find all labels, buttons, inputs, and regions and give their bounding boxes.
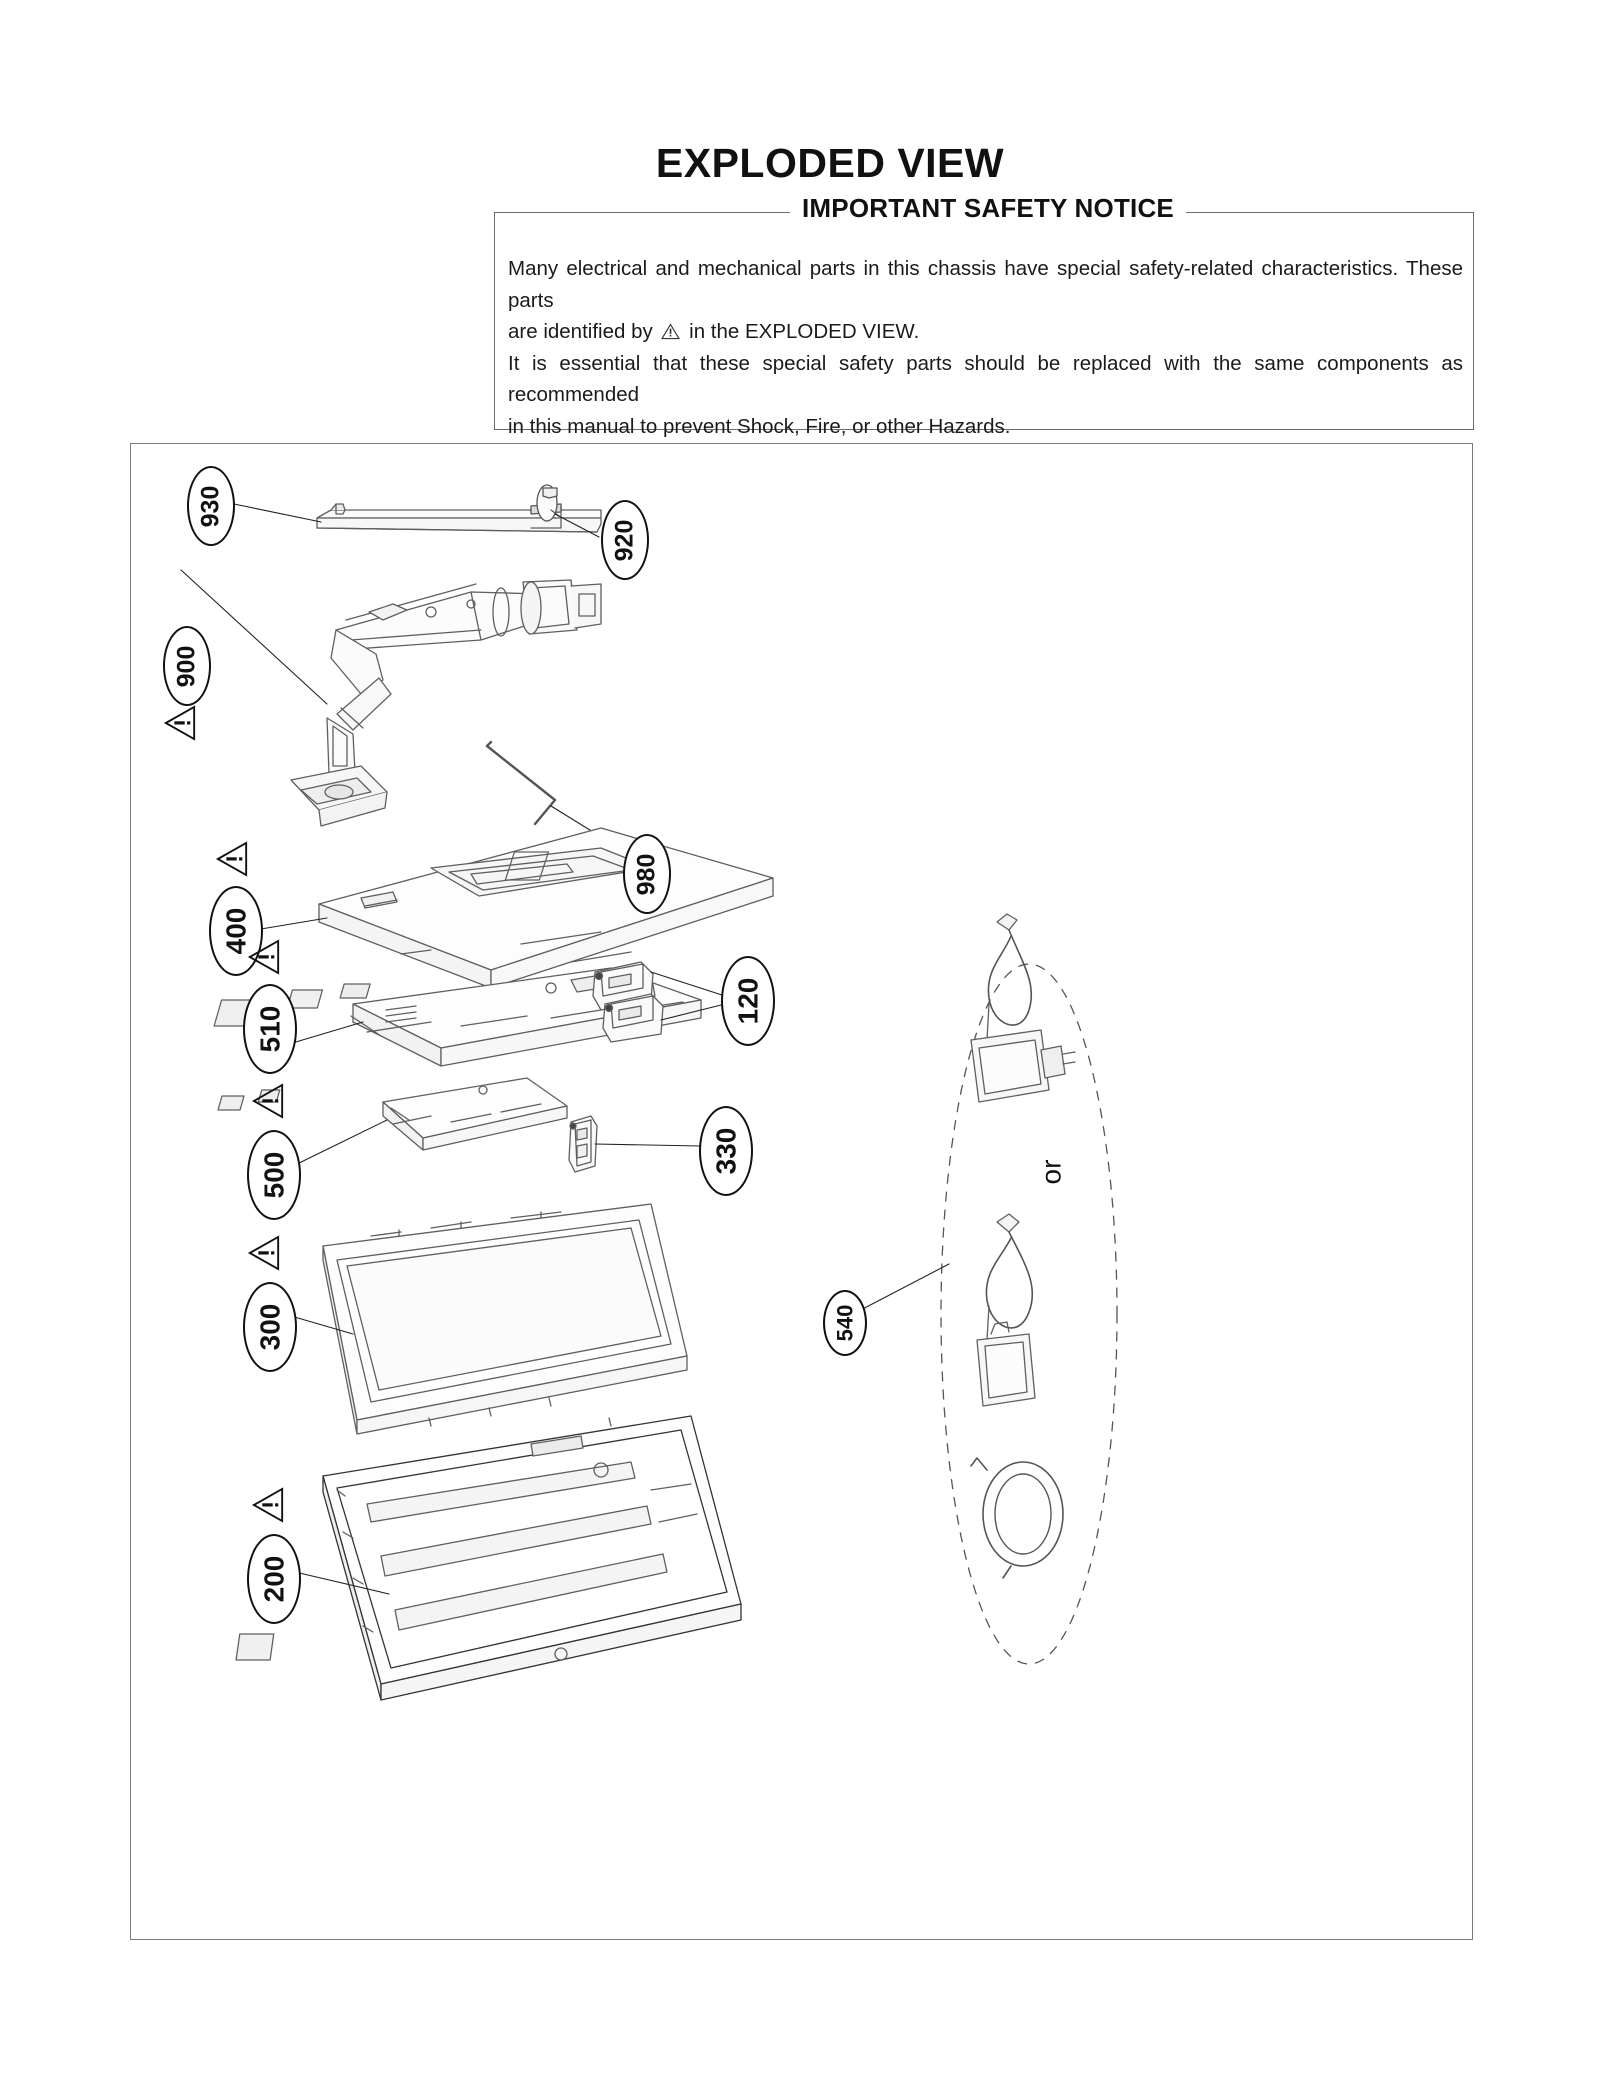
callout-980-label: 980 (632, 853, 661, 895)
callout-120-label: 120 (732, 977, 763, 1025)
page-title-text: EXPLODED VIEW (655, 140, 1005, 186)
callout-510[interactable] (243, 984, 297, 1074)
part-120-connectors (593, 962, 663, 1042)
part-330-bracket (569, 1116, 597, 1172)
callout-300[interactable] (243, 1282, 297, 1372)
part-980-allen-wrench (487, 742, 555, 824)
callout-120[interactable] (721, 956, 775, 1046)
notice-line-4: in this manual to prevent Shock, Fire, or other Hazards. (508, 414, 1011, 438)
callout-540-label: 540 (832, 1304, 857, 1342)
warning-triangle-icon (661, 318, 680, 335)
notice-line-3: It is essential that these special safety parts should be replaced with the same components as recommended (508, 351, 1463, 406)
callout-930-label: 930 (196, 485, 225, 527)
notice-line-2 (508, 316, 1468, 348)
callout-200-label: 200 (258, 1555, 289, 1603)
warning-triangle-icon-900 (161, 706, 199, 740)
notice-line-2-text-a: are identified by (508, 320, 653, 343)
warning-triangle-icon-400 (213, 842, 251, 876)
callout-400-label: 400 (220, 907, 251, 955)
callout-920[interactable] (601, 500, 649, 580)
notice-line-1: Many electrical and mechanical parts in this chassis have special safety-related characteristics. These parts (508, 257, 1463, 312)
callout-300-label: 300 (254, 1303, 285, 1351)
part-200-front-chassis (236, 1398, 741, 1700)
part-400-back-cover (319, 828, 773, 988)
warning-triangle-icon-500 (249, 1084, 287, 1118)
callout-900-label: 900 (172, 645, 201, 687)
warning-triangle-icon-300 (245, 1236, 283, 1270)
exploded-view-drawing (131, 444, 1474, 1941)
callout-980[interactable] (623, 834, 671, 914)
callout-330[interactable] (699, 1106, 753, 1196)
part-900-stand-arm (291, 580, 601, 826)
safety-notice-body (508, 253, 1468, 474)
callout-510-label: 510 (254, 1005, 285, 1053)
callout-500[interactable] (247, 1130, 301, 1220)
warning-triangle-icon-510 (245, 940, 283, 974)
page-title (0, 140, 1600, 187)
callout-930[interactable] (187, 466, 235, 546)
callout-500-label: 500 (258, 1151, 289, 1199)
callout-540[interactable] (823, 1290, 867, 1356)
callout-900[interactable] (163, 626, 211, 706)
part-300-lcd-panel (323, 1204, 687, 1434)
warning-triangle-icon-200 (249, 1488, 287, 1522)
exploded-view-diagram-frame (130, 443, 1473, 1940)
part-540-power-adapters (941, 914, 1117, 1664)
callout-920-label: 920 (610, 519, 639, 561)
callout-200[interactable] (247, 1534, 301, 1624)
or-separator-label: or (1035, 1159, 1067, 1185)
part-930-stand-cover (317, 504, 601, 532)
callout-330-label: 330 (710, 1127, 741, 1175)
notice-line-2-text-b: in the EXPLODED VIEW. (689, 320, 920, 343)
safety-notice-legend: IMPORTANT SAFETY NOTICE (790, 193, 1186, 224)
